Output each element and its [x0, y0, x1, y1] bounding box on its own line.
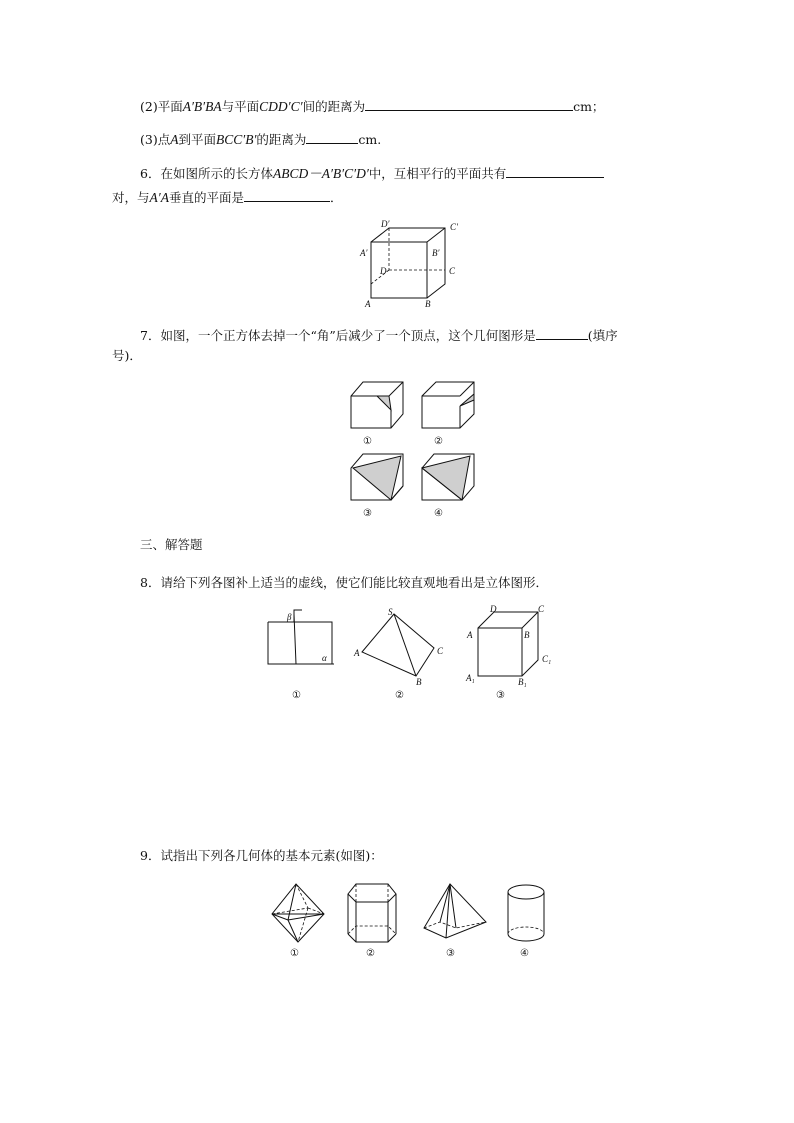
q7-figure-3	[347, 450, 409, 522]
q6-line-2	[112, 189, 343, 206]
q5-plane-2: CDD′C′	[259, 99, 303, 114]
q8-label-b-cube: B	[524, 630, 530, 640]
q8-line: 8．请给下列各图补上适当的虚线，使它们能比较直观地看出是立体图形．	[140, 575, 548, 590]
q9-label-2: ②	[366, 948, 375, 959]
q7-label-1: ①	[363, 436, 372, 447]
q5-part2-line	[140, 98, 604, 115]
q8-label-alpha: α	[322, 653, 327, 663]
q6-line-1	[140, 165, 604, 182]
q5-part3-text-a: (3)点	[140, 132, 171, 147]
q7-text-1: 7．如图，一个正方体去掉一个“角”后减少了一个顶点，这个几何图形是	[140, 328, 536, 343]
q6-text-b: 中，互相平行的平面共有	[368, 166, 507, 181]
q7-label-4: ④	[434, 508, 443, 519]
q8-figure-1	[262, 606, 338, 702]
q9-figure-2	[342, 880, 404, 960]
q6-label-c1: C′	[450, 222, 458, 232]
q7-text-1-end: (填序	[587, 328, 618, 343]
q5-part2-unit: cm；	[573, 99, 605, 114]
q5-plane-1: A′B′BA	[182, 99, 222, 114]
q6-text-d: 垂直的平面是	[168, 190, 244, 205]
q9-figure-1	[268, 880, 330, 960]
q8-label-c: C	[437, 646, 444, 656]
q8-label-s: S	[388, 607, 393, 617]
q8-label-c1: C₁	[542, 654, 552, 664]
q5-part3-text-c: 的距离为	[256, 132, 307, 147]
q7-line-1	[140, 327, 618, 344]
q5-part2-text-c: 间的距离为	[302, 99, 366, 114]
q7-answer-blank[interactable]	[536, 327, 588, 340]
q6-text-c: 对，与	[112, 190, 150, 205]
q9-figure-4	[502, 880, 552, 960]
q6-text-a: 6．在如图所示的长方体	[140, 166, 273, 181]
q7-line-2	[112, 348, 142, 364]
q6-answer-blank-1[interactable]	[506, 165, 604, 178]
q5-point: A	[170, 132, 179, 147]
q5-part2-text-a: (2)平面	[140, 99, 183, 114]
q6-edge: A′A	[149, 190, 169, 205]
q8-fig-label-1: ①	[292, 690, 301, 701]
q6-label-a: A	[365, 299, 371, 309]
q6-label-a1: A′	[360, 248, 368, 258]
q8-label-a: A	[354, 648, 360, 658]
q6-text-e: ．	[329, 190, 343, 205]
q5-part3-line	[140, 131, 381, 148]
q5-part3-text-b: 到平面	[178, 132, 216, 147]
q7-figure-2	[418, 378, 480, 450]
q7-figure-4	[418, 450, 480, 522]
q6-cuboid-edges	[371, 228, 445, 298]
q7-figure-1	[347, 378, 409, 450]
q8-figure-2	[350, 606, 450, 702]
q6-label-b1: B′	[432, 248, 440, 258]
section-3-title: 三、解答题	[140, 537, 203, 552]
q9-label-3: ③	[446, 948, 455, 959]
q7-text-2: 号)．	[112, 348, 142, 363]
q8-label-a-cube: A	[467, 630, 473, 640]
q8-label-b: B	[416, 677, 422, 687]
q5-part3-answer-blank[interactable]	[306, 131, 358, 144]
q7-label-2: ②	[434, 436, 443, 447]
q6-solid: ABCD－A′B′C′D′	[272, 166, 369, 181]
q8-label-b1: B₁	[518, 677, 527, 687]
q5-part2-answer-blank[interactable]	[365, 98, 573, 111]
q6-label-b: B	[425, 299, 431, 309]
q8-label-a1: A₁	[466, 673, 475, 683]
q5-plane-3: BCC′B′	[215, 132, 257, 147]
q9-label-4: ④	[520, 948, 529, 959]
q9-line: 9．试指出下列各几何体的基本元素(如图)：	[140, 848, 383, 863]
q8-label-beta: β	[287, 612, 292, 622]
q5-part2-text-b: 与平面	[221, 99, 260, 114]
q6-label-d1: D′	[381, 219, 390, 229]
q6-label-d: D	[380, 266, 387, 276]
q5-part3-unit: cm.	[358, 132, 382, 147]
q7-label-3: ③	[363, 508, 372, 519]
q8-fig-label-3: ③	[496, 690, 505, 701]
q8-fig-label-2: ②	[395, 690, 404, 701]
q8-label-c-top: C	[538, 604, 545, 614]
q6-label-c: C	[449, 266, 456, 276]
q6-cuboid-figure	[355, 218, 470, 310]
q9-label-1: ①	[290, 948, 299, 959]
q8-figure-3	[462, 604, 560, 702]
q8-label-d: D	[490, 604, 497, 614]
q6-answer-blank-2[interactable]	[244, 189, 330, 202]
q9-figure-3	[420, 880, 494, 960]
